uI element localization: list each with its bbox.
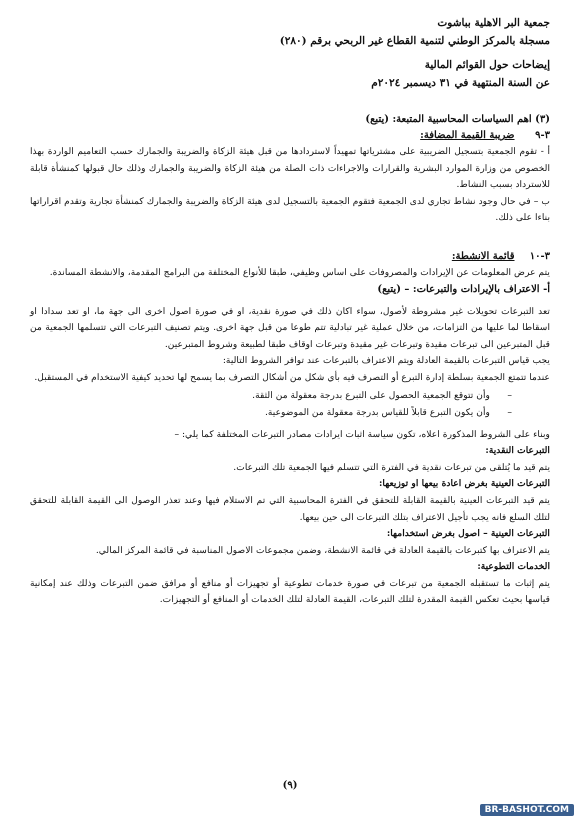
activities-intro: يتم عرض المعلومات عن الإيرادات والمصروفات على اساس وظيفي، طبقا للأنواع المختلفة من البرامج المقدمة، والانشطة المساندة. bbox=[49, 266, 550, 278]
registration-line: مسجلة بالمركز الوطني لتنمية القطاع غير الربحي برقم (٢٨٠) bbox=[279, 35, 550, 47]
condition-text: وأن تتوقع الجمعية الحصول على التبرع بدرجة معقولة من الثقة. bbox=[252, 389, 490, 401]
recognition-paragraph-4: وبناء على الشروط المذكورة اعلاه، تكون سياسة اثبات ايرادات مصادر التبرعات المختلفة كما يلي: – bbox=[174, 428, 550, 440]
activities-number: ٣-١٠ bbox=[529, 250, 550, 262]
inkind-sale-title: التبرعات العينية بغرض اعادة بيعها او توزيعها: bbox=[379, 478, 550, 490]
section-title bbox=[30, 112, 550, 128]
page-number: (٩) bbox=[282, 780, 298, 791]
activities-heading bbox=[30, 249, 550, 265]
inkind-sale-text: يتم قيد التبرعات العينية بالقيمة القابلة للتحقق في الفترة المحاسبية التي تم الاستلام فيها وعند تعذر الوصول الى القيمة القابلة للتحقق لتلك السلع فانه يجب تأجيل الاعتراف بتلك التبرعات الى حين بيعها. bbox=[30, 494, 550, 523]
site-watermark: BR-BASHOT.COM bbox=[480, 804, 574, 816]
inkind-use-title: التبرعات العينية – اصول بغرض استخدامها: bbox=[386, 528, 550, 540]
recognition-heading: أ- الاعتراف بالإيرادات والتبرعات: – (يتبع) bbox=[377, 283, 550, 295]
condition-item bbox=[30, 387, 550, 404]
vat-paragraph-b: ب – في حال وجود نشاط تجاري لدى الجمعية فتقوم الجمعية بالتسجيل لدى هيئة الزكاة والضريبة والجمارك كمنشأة تجارية وتقدم اقراراتها بناءا على ذلك. bbox=[30, 195, 550, 224]
recognition-paragraph-1: تعد التبرعات تحويلات غير مشروطة لأصول، سواء اكان ذلك في صورة نقدية، او في صورة اصول اخرى الى جهة ما، او تعد سدادا او اسقاطا لما عليها من التزامات، من خلال عملية غير تبادلية تتم طوعا من قبل جهة اخرى. ويتم تصنيف التبرعات التي تتسلمها الجمعية من قبل المتبرعين الى تبرعات مقيدة وتبرعات غير مقيدة وتبرعات اوقاف طبقا لطبيعة وشروط المتبرعين. bbox=[30, 305, 550, 350]
vat-heading bbox=[30, 128, 550, 144]
condition-text: وأن يكون التبرع قابلاً للقياس بدرجة معقولة من الموضوعية. bbox=[264, 406, 490, 418]
activities-title: قائمة الانشطة: bbox=[451, 250, 515, 262]
cash-donations-title: التبرعات النقدية: bbox=[485, 445, 550, 457]
condition-item bbox=[30, 404, 550, 421]
recognition-paragraph-3: عندما تتمتع الجمعية بسلطة إدارة التبرع أو التصرف فيه بأي شكل من أشكال التصرف بما يسمح لها تحديد كيفية الاستخدام في المستقبل. bbox=[34, 371, 550, 383]
period-line: عن السنة المنتهية في ٣١ ديسمبر ٢٠٢٤م bbox=[371, 77, 550, 89]
bullet-dash: – bbox=[507, 389, 512, 401]
inkind-use-text: يتم الاعتراف بها كتبرعات بالقيمة العادلة في قائمة الانشطة، وضمن مجموعات الاصول المناسبة في قائمة المركز المالي. bbox=[95, 544, 550, 556]
cash-donations-text: يتم قيد ما يُتلقى من تبرعات نقدية في الفترة التي تتسلم فيها الجمعية تلك التبرعات. bbox=[233, 461, 550, 473]
volunteer-services-text: يتم إثبات ما تستقبله الجمعية من تبرعات في صورة خدمات تطوعية أو تجهيزات أو منافع أو مرافق ضمن التبرعات وذلك عند إمكانية قياسها بحيث تعكس القيمة المقدرة لتلك التبرعات، القيمة العادلة لتلك الخدمات أو المنافع أو التجهيزات. bbox=[30, 577, 550, 606]
section-title-text: (٣) اهم السياسات المحاسبية المتبعة: (يتبع) bbox=[365, 114, 550, 125]
document-page bbox=[30, 14, 550, 609]
org-name: جمعية البر الاهلية بباشوت bbox=[437, 17, 550, 29]
bullet-dash: – bbox=[507, 406, 512, 418]
vat-number: ٣-٩ bbox=[535, 130, 550, 141]
notes-title: إيضاحات حول القوائم المالية bbox=[424, 59, 550, 71]
vat-title: ضريبة القيمة المضافة: bbox=[420, 130, 515, 141]
recognition-paragraph-2: يجب قياس التبرعات بالقيمة العادلة ويتم الاعتراف بالتبرعات عند توافر الشروط التالية: bbox=[222, 355, 550, 367]
vat-paragraph-a: أ - تقوم الجمعية بتسجيل الضريبية على مشترياتها تمهيداً لاستردادها من قبل هيئة الزكاة والضريبة والجمارك حسب التعاميم الواردة بهذا الخصوص من وزارة الموارد البشرية والقرارات والاجراءات ذات الصلة من هيئة الزكاة والضريبة والجمارك وذلك حال قبولها كمنشأة قابلة للاسترداد بسبب النشاط. bbox=[30, 146, 550, 191]
volunteer-services-title: الخدمات التطوعية: bbox=[477, 561, 550, 573]
